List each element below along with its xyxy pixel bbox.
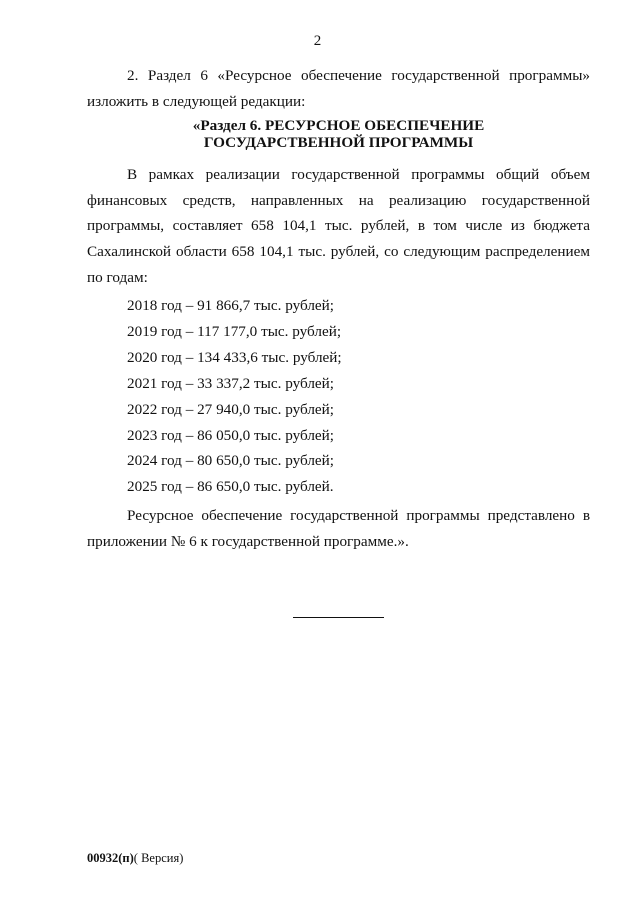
year-distribution-list [127,293,342,500]
main-paragraph: В рамках реализации государственной программы общий объем финансовых средств, направленных на реализацию государственной программы, составляет 658 104,1 тыс. рублей, в том числе из бюджета Сахалинской области 658 104,1 тыс. рублей, со следующим распределением по годам: [87,166,590,286]
section-title-line-2: ГОСУДАРСТВЕННОЙ ПРОГРАММЫ [203,134,474,151]
year-item: 2025 год – 86 650,0 тыс. рублей. [127,478,334,496]
year-item: 2018 год – 91 866,7 тыс. рублей; [127,297,335,314]
page-number: 2 [313,33,322,49]
closing-paragraph: Ресурсное обеспечение государственной программы представлено в приложении № 6 к государственной программе.». [87,507,590,550]
document-code: 00932(п) [87,851,134,865]
footer-document-code [87,851,183,866]
section-title [87,117,590,151]
section-title-line-1: «Раздел 6. РЕСУРСНОЕ ОБЕСПЕЧЕНИЕ [192,117,485,134]
document-version: ( Версия) [133,851,184,865]
year-item: 2023 год – 86 050,0 тыс. рублей; [127,426,335,444]
year-item: 2020 год – 134 433,6 тыс. рублей; [127,348,342,366]
year-item: 2019 год – 117 177,0 тыс. рублей; [127,322,342,340]
year-item: 2024 год – 80 650,0 тыс. рублей; [127,452,335,470]
year-item: 2021 год – 33 337,2 тыс. рублей; [127,374,335,392]
end-divider-line [293,617,384,618]
year-item: 2022 год – 27 940,0 тыс. рублей; [127,400,335,418]
intro-paragraph: 2. Раздел 6 «Ресурсное обеспечение государственной программы» изложить в следующей редакции: [87,67,590,110]
